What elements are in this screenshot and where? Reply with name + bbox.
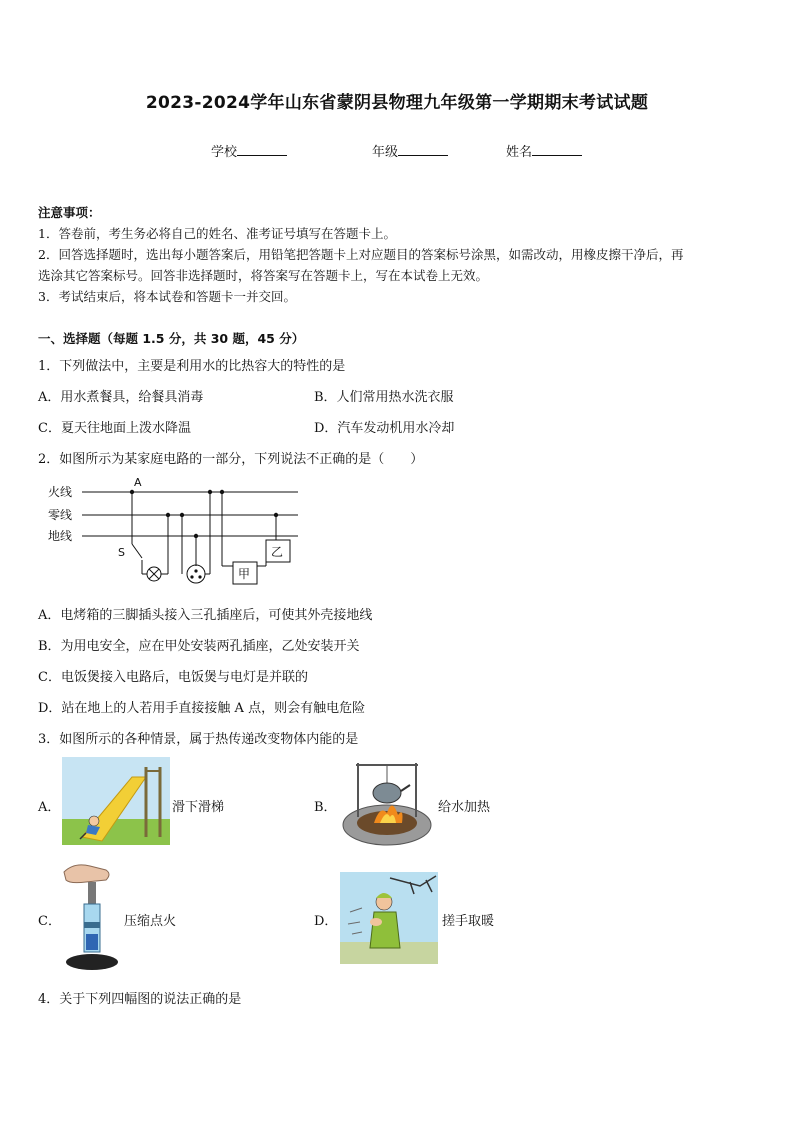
q2-option-c[interactable]: C．电饭煲接入电路后，电饭煲与电灯是并联的 — [38, 670, 308, 685]
grade-label: 年级 — [372, 145, 399, 160]
circuit-diagram — [40, 474, 310, 594]
notice-item: 3．考试结束后，将本试卷和答题卡一并交回。 — [38, 289, 296, 304]
slide-picture — [62, 757, 170, 845]
q3-option-b-text: 给水加热 — [438, 800, 491, 815]
school-field[interactable] — [211, 141, 287, 160]
name-blank[interactable] — [532, 143, 582, 156]
q2-option-b[interactable]: B．为用电安全，应在甲处安装两孔插座，乙处安装开关 — [38, 639, 360, 654]
q3-option-c-letter[interactable]: C． — [38, 914, 61, 929]
ground-line-label: 地线 — [48, 529, 73, 543]
switch — [132, 544, 142, 558]
kettle-fire-picture — [338, 757, 436, 849]
fire-line-label: 火线 — [48, 485, 73, 499]
three-hole-socket — [187, 565, 205, 583]
notice-item: 2．回答选择题时，选出每小题答案后，用铅笔把答题卡上对应题目的答案标号涂黑，如需改动，用橡皮擦干净后，再 — [38, 247, 684, 262]
q1-option-d[interactable]: D．汽车发动机用水冷却 — [314, 421, 455, 436]
section-heading: 一、选择题（每题 1.5 分，共 30 题，45 分） — [38, 331, 305, 346]
box-yi-label: 乙 — [271, 545, 284, 559]
q2-stem: 2．如图所示为某家庭电路的一部分，下列说法不正确的是（ ） — [38, 452, 424, 467]
school-blank[interactable] — [237, 143, 287, 156]
fire-syringe-picture — [60, 862, 124, 974]
name-label: 姓名 — [506, 145, 533, 160]
q4-stem: 4．关于下列四幅图的说法正确的是 — [38, 992, 242, 1007]
q3-stem: 3．如图所示的各种情景，属于热传递改变物体内能的是 — [38, 732, 359, 747]
grade-field[interactable] — [372, 141, 448, 160]
q1-option-a[interactable]: A．用水煮餐具，给餐具消毒 — [38, 390, 204, 405]
point-a-label: A — [134, 476, 142, 489]
q2-option-a[interactable]: A．电烤箱的三脚插头接入三孔插座后，可使其外壳接地线 — [38, 608, 373, 623]
q1-stem: 1．下列做法中，主要是利用水的比热容大的特性的是 — [38, 359, 346, 374]
q3-option-b-letter[interactable]: B． — [314, 800, 337, 815]
notice-item: 选涂其它答案标号。回答非选择题时，将答案写在答题卡上，写在本试卷上无效。 — [38, 268, 489, 283]
box-jia-label: 甲 — [238, 567, 251, 581]
name-field[interactable] — [506, 141, 582, 160]
grade-blank[interactable] — [398, 143, 448, 156]
q3-option-a-text: 滑下滑梯 — [172, 800, 225, 815]
q3-option-d-text: 搓手取暖 — [442, 914, 495, 929]
q3-option-d-letter[interactable]: D． — [314, 914, 338, 929]
notice-item: 1．答卷前，考生务必将自己的姓名、准考证号填写在答题卡上。 — [38, 226, 396, 241]
q1-option-c[interactable]: C．夏天往地面上泼水降温 — [38, 421, 191, 436]
school-label: 学校 — [211, 145, 238, 160]
notice-heading: 注意事项： — [38, 205, 101, 220]
page-title: 2023-2024学年山东省蒙阴县物理九年级第一学期期末考试试题 — [145, 93, 649, 113]
q3-option-c-text: 压缩点火 — [124, 914, 177, 929]
q1-option-b[interactable]: B．人们常用热水洗衣服 — [314, 390, 454, 405]
zero-line-label: 零线 — [48, 508, 73, 522]
switch-s-label: S — [118, 546, 125, 559]
rubbing-hands-picture — [340, 872, 438, 964]
q3-option-a-letter[interactable]: A． — [38, 800, 61, 815]
q2-option-d[interactable]: D．站在地上的人若用手直接接触 A 点，则会有触电危险 — [38, 701, 366, 716]
